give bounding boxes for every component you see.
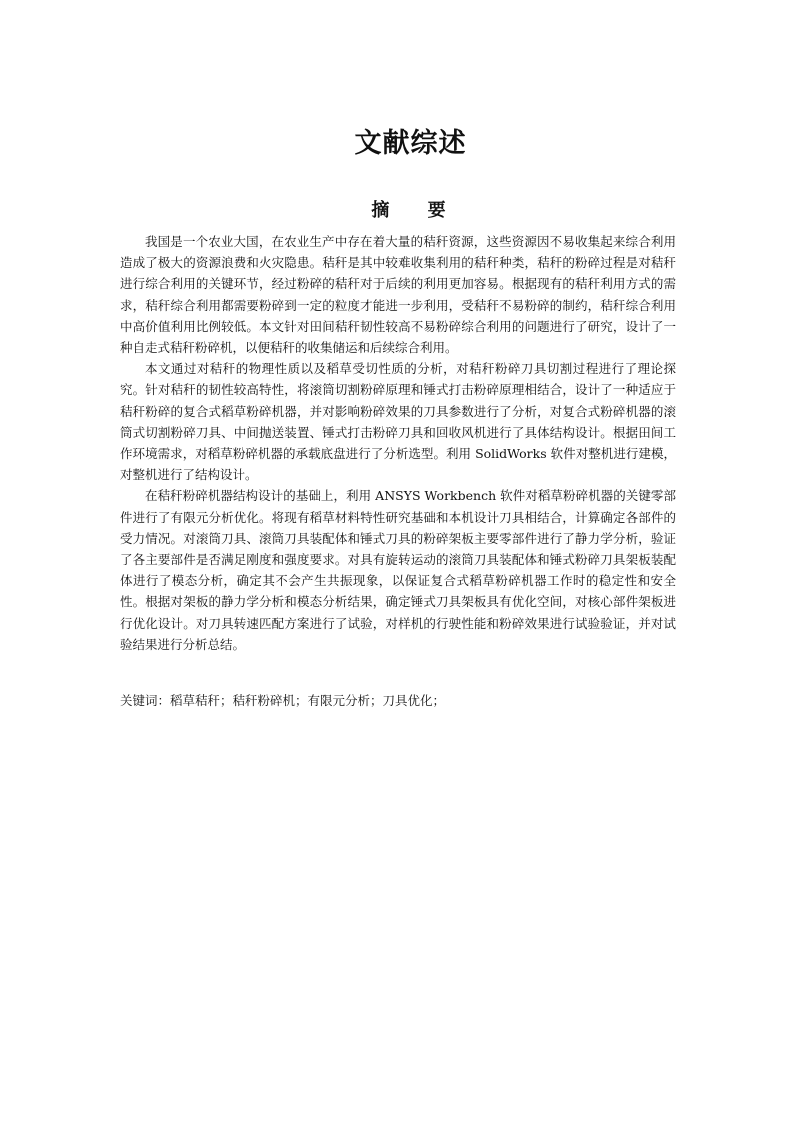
keywords-line: 关键词：稻草秸秆；秸秆粉碎机；有限元分析；刀具优化； [120,693,446,708]
abstract-paragraph-3: 在秸秆粉碎机器结构设计的基础上，利用 ANSYS Workbench 软件对稻草粉碎机器的关键零部件进行了有限元分析优化。将现有稻草材料特性研究基础和本机设计刀具相结合，计算确定各部件的受力情况。对滚筒刀具、滚筒刀具装配体和锤式刀具的粉碎架板主要零部件进行了静力学分析，验证了各主要部件是否满足刚度和强度要求。对具有旋转运动的滚筒刀具装配体和锤式粉碎刀具架板装配体进行了模态分析，确定其不会产生共振现象，以保证复合式稻草粉碎机器工作时的稳定性和安全性。根据对架板的静力学分析和模态分析结果，确定锤式刀具架板具有优化空间，对核心部件架板进行优化设计。对刀具转速匹配方案进行了试验，对样机的行驶性能和粉碎效果进行试验验证，并对试验结果进行分析总结。 [120,488,676,652]
abstract-paragraph-1: 我国是一个农业大国，在农业生产中存在着大量的秸秆资源，这些资源因不易收集起来综合利用造成了极大的资源浪费和火灾隐患。秸秆是其中较难收集利用的秸秆种类，秸秆的粉碎过程是对秸秆进行综合利用的关键环节，经过粉碎的秸秆对于后续的利用更加容易。根据现有的秸秆利用方式的需求，秸秆综合利用都需要粉碎到一定的粒度才能进一步利用，受秸秆不易粉碎的制约，秸秆综合利用中高价值利用比例较低。本文针对田间秸秆韧性较高不易粉碎综合利用的问题进行了研究，设计了一种自走式秸秆粉碎机，以便秸秆的收集储运和后续综合利用。 [120,234,676,356]
abstract-body [120,231,676,655]
abstract-paragraph-2: 本文通过对秸秆的物理性质以及稻草受切性质的分析，对秸秆粉碎刀具切割过程进行了理论探究。针对秸秆的韧性较高特性，将滚筒切割粉碎原理和锤式打击粉碎原理相结合，设计了一种适应于秸秆粉碎的复合式稻草粉碎机器，并对影响粉碎效果的刀具参数进行了分析，对复合式粉碎机器的滚筒式切割粉碎刀具、中间抛送装置、锤式打击粉碎刀具和回收风机进行了具体结构设计。根据田间工作环境需求，对稻草粉碎机器的承载底盘进行了分析选型。利用 SolidWorks 软件对整机进行建模，对整机进行了结构设计。 [120,361,676,483]
document-title: 文献综述 [354,128,467,159]
abstract-heading: 摘 要 [371,200,462,221]
